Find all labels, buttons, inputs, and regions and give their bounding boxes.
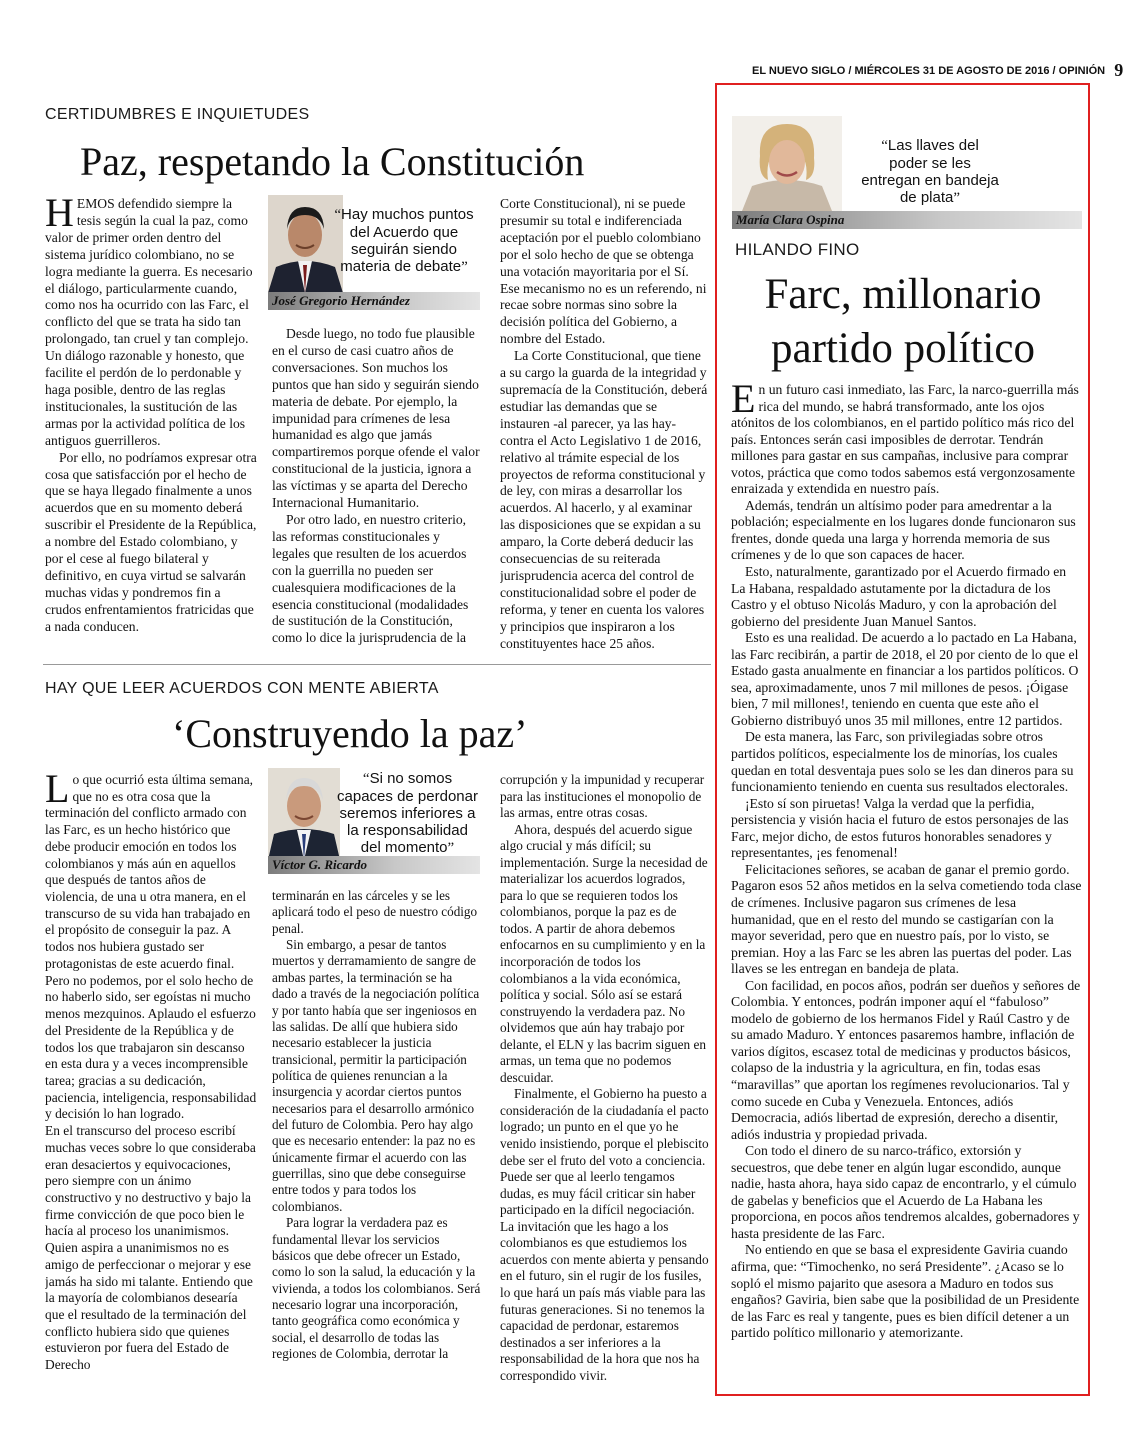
article1-title: Paz, respetando la Constitución — [80, 139, 585, 184]
article2-column-3 — [500, 772, 710, 1392]
article1-paragraph: Desde luego, no todo fue plausible en el curso de casi cuatro años de conversaciones. Son muchos los puntos que han sido y seguirán siendo materia de debate. Por ejemplo, la impunidad para crímenes de lesa humanidad es algo que jamás compartiremos porque ofende el valor constitucional de la justicia, ignora a las víctimas y se aparta del Derecho Internacional Humanitario. — [272, 326, 480, 511]
article2-pull-quote: “Si no somos capaces de perdonar seremos inferiores a la responsabilidad del momento” — [337, 770, 478, 856]
author-photo-ricardo — [268, 768, 340, 860]
article2-kicker: HAY QUE LEER ACUERDOS CON MENTE ABIERTA — [45, 680, 439, 697]
author-photo-ospina — [732, 116, 842, 211]
article1-paragraph: Corte Constitucional), ni se puede presumir su total e indiferenciada aceptación por el pueblo colombiano por el solo hecho de que se obtenga una votación mayoritaria por el Sí. Ese mecanismo no es un referendo, ni recae sobre normas sino sobre la decisión política del Gobierno, a nombre del Estado. — [500, 196, 707, 347]
article3-pull-quote: “Las llaves del poder se les entregan en bandeja de plata” — [861, 137, 999, 206]
article1-paragraph: EMOS defendido siempre la tesis según la cual la paz, como valor de primer orden dentro del sistema jurídico colombiano, no se logra mediante la guerra. Es necesario el diálogo, particularmente cuando, como nos ha ocurrido con las Farc, el conflicto del que se trata ha sido tan prolongado, tan cruel y tan complejo. Un diálogo razonable y honesto, que facilite el perdón de lo perdonable y haga posible, dentro de las reglas institucionales, la sustitución de las armas por la actividad política de los antiguos guerrilleros. — [45, 196, 253, 448]
article2-column-1 — [45, 772, 258, 1392]
publication-date: MIÉRCOLES 31 DE AGOSTO DE 2016 — [854, 65, 1050, 77]
article3-paragraph: Esto, naturalmente, garantizado por el Acuerdo firmado en La Habana, respaldado astutamente por la dictadura de los Castro y el obtuso Nicolás Maduro, y con la aprobación del gobierno del presidente Juan Manuel Santos. — [731, 564, 1067, 629]
article1-paragraph: Por ello, no podríamos expresar otra cosa que satisfacción por el hecho de que se haya llegado finalmente a unos acuerdos que en su momento deberá suscribir el Presidente de la República, a nombre del Estado colombiano, y por el cese al fuego bilateral y definitivo, en cuya virtud se salvarán muchas vidas y pondremos fin a crudos enfrentamientos fratricidas que a nada conducen. — [45, 449, 257, 634]
article2-author-name: Víctor G. Ricardo — [268, 856, 480, 874]
article3-kicker: HILANDO FINO — [735, 240, 860, 259]
article3-paragraph: De esta manera, las Farc, son privilegiadas sobre otros partidos políticos, especialmente los de minorías, los cuales quedan en total desventaja pues solo se les dan dineros para su funcionamiento teniendo en cuenta sus resultados electorales. — [731, 729, 1074, 795]
article2-paragraph: En el transcurso del proceso escribí muchas veces sobre lo que consideraba eran desaciertos y equivocaciones, pero siempre con un ánimo constructivo y no destructivo y bajo la firme convicción de que poco bien le hacía al proceso los unanimismos. Quien aspira a unanimismos no es amigo de perfeccionar o mejorar y ese jamás ha sido mi talante. Entiendo que la mayoría de colombianos desearía que el resultado de la terminación del conflicto hubiera sido que quienes estuvieron por fuera del Estado de Derecho — [45, 1123, 256, 1373]
article3-paragraph: No entiendo en que se basa el expresidente Gaviria cuando afirma, que: “Timochenko, no será Presidente”. ¿Acaso se lo sopló el mismo pajarito que asesora a Maduro en todos sus engaños? Gaviria, bien sabe que la posibilidad de un Presidente de las Farc es real y tangente, pues es bien difícil detener a un partido político millonario y atemorizante. — [731, 1242, 1080, 1341]
drop-cap: E — [731, 382, 756, 421]
article3-author-name: María Clara Ospina — [732, 211, 1082, 229]
article3-title: Farc, millonario partido político — [764, 271, 1042, 372]
article1-paragraph: La Corte Constitucional, que tiene a su cargo la guarda de la integridad y supremacía de la Constitución, deberá estudiar las demandas que se instauren -al parecer, ya las hay- contra el Acto Legislativo 1 de 2016, relativo al trámite especial de los proyectos de reforma constitucional y de ley, con miras a desarrollar los acuerdos. Al hacerlo, y al examinar las disposiciones que se expidan a su amparo, la Corte deberá deducir las consecuencias de su reiterada jurisprudencia acerca del control de constitucionalidad sobre el poder de reforma, y tener en cuenta los valores y principios que inspiraron a los constituyentes hace 25 años. — [500, 348, 708, 651]
page-header: EL NUEVO SIGLO / MIÉRCOLES 31 DE AGOSTO DE 2016 / OPINIÓN 9 — [752, 60, 1124, 80]
article3-paragraph: Con todo el dinero de su narco-tráfico, extorsión y secuestros, que debe tener en algún lugar escondido, aunque nadie, hasta ahora, haya sido capaz de encontrarlo, y el cúmulo de gabelas y beneficios que el Acuerdo de La Habana les proporciona, en pocos años tendremos alcaldes, gobernadores y hasta presidente de las Farc. — [731, 1143, 1080, 1241]
article2-paragraph: Finalmente, el Gobierno ha puesto a consideración de la ciudadanía el pacto logrado; un punto en el que yo he venido insistiendo, porque el plebiscito debe ser el fruto del voto a conciencia. Puede ser que al leerlo tengamos dudas, es muy fácil criticar sin haber participado en la difícil negociación. La invitación que les hago a los colombianos es que estudiemos los acuerdos con mente abierta y pensando en el futuro, sin el rugir de los fusiles, lo que hará un país más viable para las futuras generaciones. Si no tenemos la capacidad de perdonar, estaremos destinados a ser inferiores a la responsabilidad de la hora que nos ha correspondido vivir. — [500, 1086, 709, 1383]
article3-paragraph: Felicitaciones señores, se acaban de ganar el premio gordo. Pagaron esos 52 años metidos en la selva cometiendo toda clase de crímenes. Inclusive pagaron sus crímenes de lesa humanidad, que en el resto del mundo se castigarían con la mayor severidad, pero que en nuestro país, por lo visto, se premian. Hoy a las Farc se les abren las puertas del poder. Las llaves se les entregan en bandeja de plata. — [731, 861, 1082, 977]
article1-author-name: José Gregorio Hernández — [268, 292, 480, 310]
article3-paragraph: n un futuro casi inmediato, las Farc, la narco-guerrilla más rica del mundo, se habrá transformado, ante los ojos atónitos de los colombianos, en el partido político más rico del país. Entonces serán casi imposibles de derrotar. Tendrán millones para gastar en sus campañas, inclusive para comprar votos, práctica que como todos sabemos está vergonzosamente enraizada y extendida en nuestro país. — [731, 382, 1079, 497]
article2-paragraph: corrupción y la impunidad y recuperar para las instituciones el monopolio de las armas, entre otras cosas. — [500, 772, 705, 821]
drop-cap: L — [45, 772, 70, 811]
article2-paragraph: Para lograr la verdadera paz es fundamental llevar los servicios básicos que debe ofrecer un Estado, como lo son la salud, la educación y la vivienda, a todos los colombianos. Será necesario lograr una incorporación, tanto geográfica como económica y social, el desarrollo de todas las regiones de Colombia, derrotar la — [272, 1215, 481, 1362]
article2-column-2 — [272, 888, 481, 1392]
article3-paragraph: Esto es una realidad. De acuerdo a lo pactado en La Habana, las Farc recibirán, a partir de 2018, el 20 por ciento de lo que el Estado gasta anualmente en financiar a los partidos políticos. O sea, aproximadamente, unos 7 mil millones de pesos. ¡Óigase bien, 7 mil millones!, teniendo en cuenta que este año el Gobierno distribuyó unos 35 mil millones, entre 12 partidos. — [731, 630, 1079, 728]
article3-paragraph: Además, tendrán un altísimo poder para amedrentar a la población; especialmente en los lugares donde funcionaron sus frentes, donde queda una larga y horrenda memoria de sus crímenes y de lo que son capaces de hacer. — [731, 497, 1076, 563]
article2-paragraph: Sin embargo, a pesar de tantos muertos y derramamiento de sangre de ambas partes, la terminación se ha dado a través de la negociación política y por tanto había que ser ingeniosos en las salidas. De allí que hubiera sido necesario establecer la justicia transicional, permitir la participación política de quienes renuncian a la insurgencia y acordar ciertos puntos necesarios para el desarrollo armónico del futuro de Colombia. Pero hay algo que es necesario entender: la paz no es únicamente firmar el acuerdo con las guerrillas, sino que debe conseguirse entre todos y para todos los colombianos. — [272, 937, 480, 1214]
section-divider — [43, 664, 711, 665]
article1-paragraph: Por otro lado, en nuestro criterio, las reformas constitucionales y legales que resulten de los acuerdos con la guerrilla no pueden ser cualesquiera modificaciones de la esencia constitucional (modalidades de sustitución de la Constitución, como lo dice la jurisprudencia de la — [272, 511, 469, 646]
article1-column-3 — [500, 196, 710, 656]
section-name: OPINIÓN — [1058, 65, 1106, 77]
article3-paragraph: Con facilidad, en pocos años, podrán ser dueños y señores de Colombia. Y entonces, podrán imponer aquí el “fabuloso” modelo de gobierno de los hermanos Fidel y Raúl Castro y de su amado Maduro. Y entonces pasaremos hambre, inflación de varios dígitos, escasez total de medicinas y productos básicos, colapso de la industria y la agricultura, en fin, todas esas “maravillas” que aportan los regímenes revolucionarios. Tal y como sucede en Cuba y Venezuela. Entonces, adiós Democracia, adiós libertad de expresión, derecho a disentir, adiós industria y propiedad privada. — [731, 977, 1081, 1142]
article1-column-1 — [45, 196, 258, 656]
article2-paragraph: Ahora, después del acuerdo sigue algo crucial y más difícil; su implementación. Surge la necesidad de materializar los acuerdos logrados, para lo que se requieren todos los colombianos, porque la paz es de todos. A partir de ahora debemos enfocarnos en su cumplimiento y en la incorporación de todos los colombianos a la vida económica, política y social. Sólo así se estará construyendo la verdadera paz. No olvidemos que aún hay trabajo por delante, el ELN y las bacrim siguen en armas, un tema que no podemos descuidar. — [500, 821, 708, 1085]
article2-title: ‘Construyendo la paz’ — [172, 711, 528, 756]
publication-name: EL NUEVO SIGLO — [752, 65, 846, 77]
page-number: 9 — [1114, 60, 1124, 80]
article1-pull-quote: “Hay muchos puntos del Acuerdo que seguirán siendo materia de debate” — [334, 206, 474, 275]
article1-column-2 — [272, 326, 481, 656]
article1-kicker: CERTIDUMBRES E INQUIETUDES — [45, 106, 310, 123]
article2-paragraph: o que ocurrió esta última semana, que no es otra cosa que la terminación del conflicto armado con las Farc, es un hecho histórico que debe producir emoción en todos los colombianos y más aún en aquellos que después de tantos años de violencia, de una u otra manera, en el transcurso de su vida han trabajado en el propósito de conseguir la paz. A todos nos hubiera gustado ser protagonistas de este acuerdo final. Pero no podemos, por el solo hecho de no haberlo sido, ser egoístas ni mucho menos mezquinos. Aplaudo el esfuerzo del Presidente de la República y de todos los que trabajaron sin descanso en esta dura y a veces incomprensible tarea; gracias a su dedicación, paciencia, inteligencia, responsabilidad y decisión lo han logrado. — [45, 772, 257, 1122]
article2-paragraph: terminarán en las cárceles y se les aplicará todo el peso de nuestro código penal. — [272, 888, 478, 936]
article3-paragraph: ¡Esto sí son piruetas! Valga la verdad que la perfidia, persistencia y visión hacia el futuro de estos personajes de las Farc, mejor dicho, de estos futuros honorables senadores y representantes, ¡es fenomenal! — [731, 795, 1069, 861]
drop-cap: H — [45, 196, 74, 235]
article3-body — [731, 382, 1083, 1390]
